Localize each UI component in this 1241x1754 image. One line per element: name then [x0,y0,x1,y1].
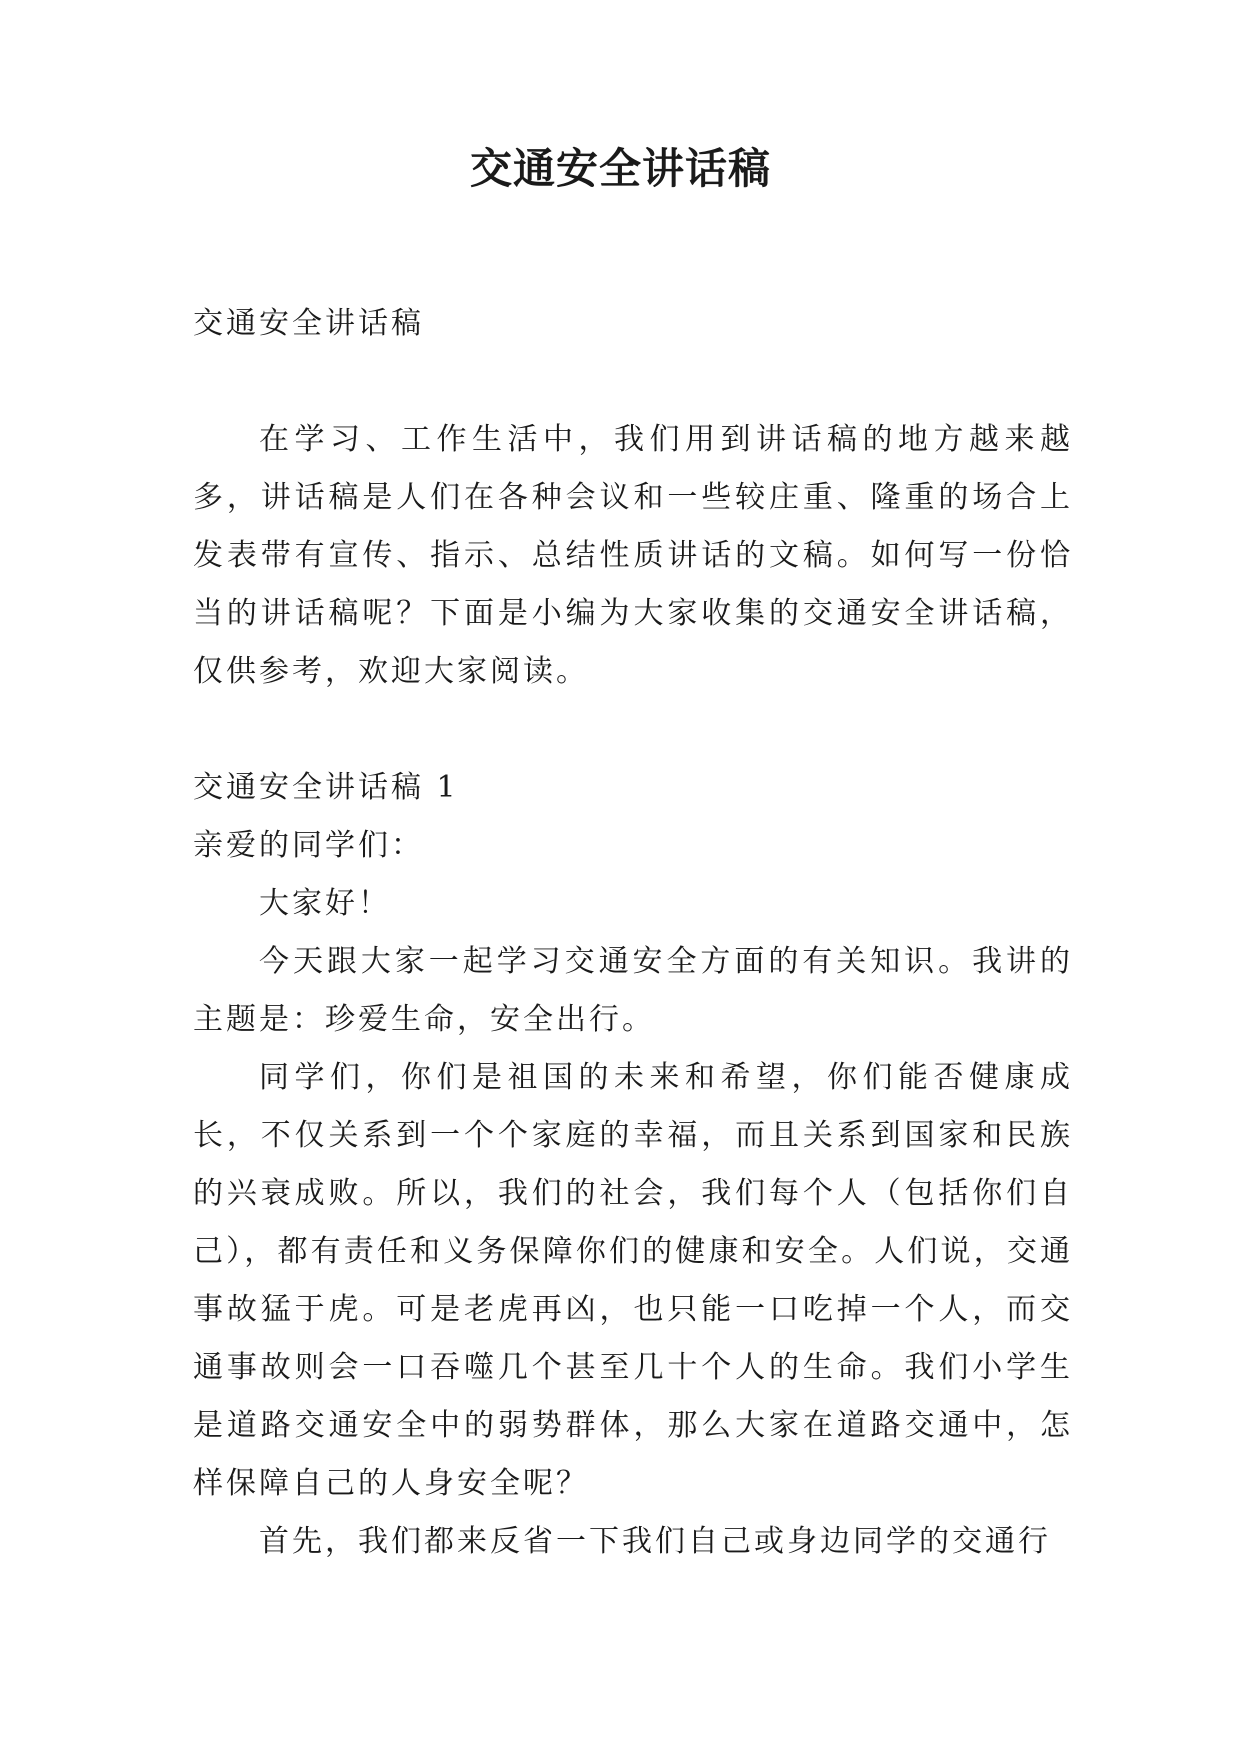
salutation: 亲爱的同学们： [193,828,424,863]
greeting: 大家好！ [259,886,391,921]
body-paragraph: 同学们，你们是祖国的未来和希望，你们能否健康成长，不仅关系到一个个家庭的幸福，而且关系到国家和民族的兴衰成败。所以，我们的社会，我们每个人（包括你们自己），都有责任和义务保障你们的健康和安全。人们说，交通事故猛于虎。可是老虎再凶，也只能一口吃掉一个人，而交通事故则会一口吞噬几个甚至几十个人的生命。我们小学生是道路交通安全中的弱势群体，那么大家在道路交通中，怎样保障自己的人身安全呢？ [193,1060,1073,1501]
section-heading: 交通安全讲话稿 1 [193,770,459,805]
document-subtitle: 交通安全讲话稿 [193,306,424,341]
document-title: 交通安全讲话稿 [469,144,771,193]
body-paragraph: 今天跟大家一起学习交通安全方面的有关知识。我讲的主题是：珍爱生命，安全出行。 [193,944,1073,1037]
body-paragraph: 首先，我们都来反省一下我们自己或身边同学的交通行 [259,1524,1051,1559]
intro-paragraph: 在学习、工作生活中，我们用到讲话稿的地方越来越多，讲话稿是人们在各种会议和一些较庄重、隆重的场合上发表带有宣传、指示、总结性质讲话的文稿。如何写一份恰当的讲话稿呢？下面是小编为大家收集的交通安全讲话稿，仅供参考，欢迎大家阅读。 [193,422,1073,689]
document-body [193,295,1073,1571]
